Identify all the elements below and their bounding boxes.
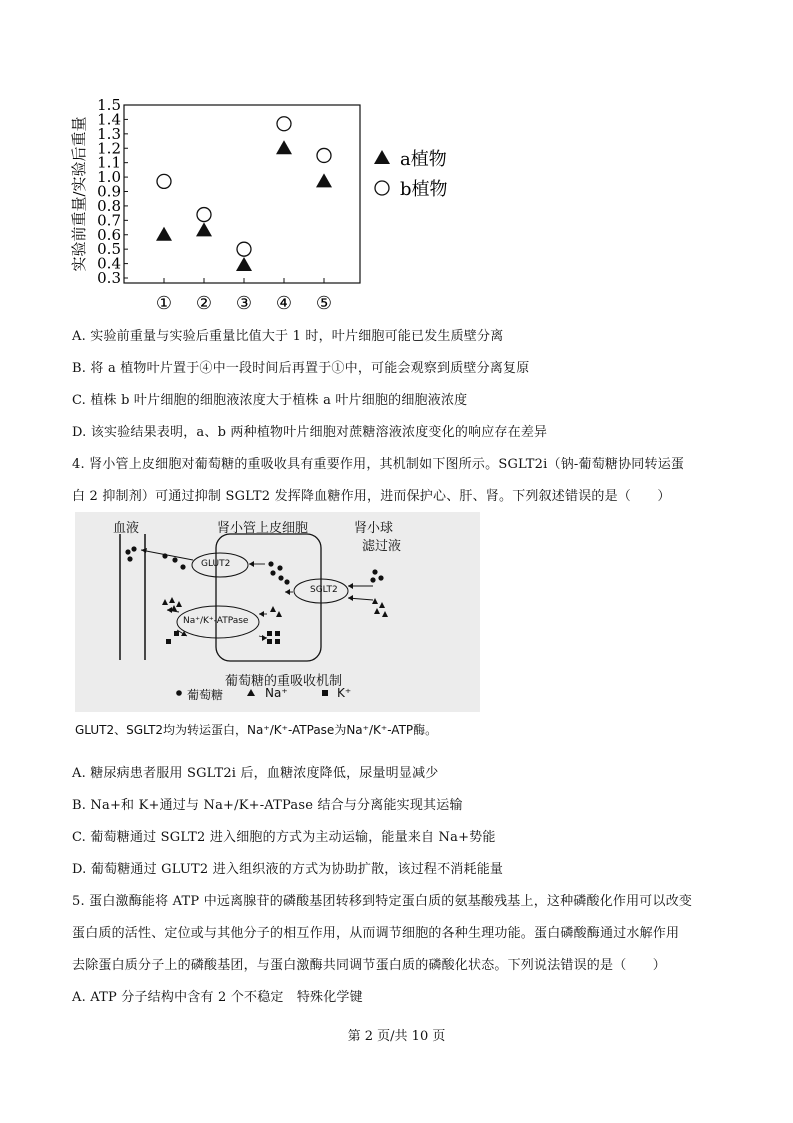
q3-option-c: C. 植株 b 叶片细胞的细胞液浓度大于植株 a 叶片细胞的细胞液浓度 xyxy=(72,393,468,408)
k-square xyxy=(275,631,280,636)
y-tick-label: 0.5 xyxy=(97,240,121,259)
data-point-a xyxy=(196,222,212,236)
legend-k-label: K⁺ xyxy=(337,686,352,700)
k-square xyxy=(267,639,272,644)
glucose-dot xyxy=(268,561,273,566)
legend-glucose-marker xyxy=(176,690,182,696)
data-point-a xyxy=(156,227,172,241)
data-point-b xyxy=(157,174,171,188)
data-point-b xyxy=(237,242,251,256)
label-cell: 肾小管上皮细胞 xyxy=(217,521,309,536)
glucose-dot xyxy=(125,549,130,554)
glucose-dot xyxy=(172,557,177,562)
q4-stem-line1: 4. 肾小管上皮细胞对葡萄糖的重吸收具有重要作用，其机制如下图所示。SGLT2i（钠-葡萄糖协同转运蛋 xyxy=(72,457,685,472)
label-glut2: GLUT2 xyxy=(201,559,231,569)
glucose-dot xyxy=(378,575,383,580)
page-footer: 第 2 页/共 10 页 xyxy=(347,1029,446,1044)
label-filtrate-2: 滤过液 xyxy=(362,539,402,554)
y-tick-label: 0.4 xyxy=(97,254,121,273)
q3-option-d: D. 该实验结果表明，a、b 两种植物叶片细胞对蔗糖溶液浓度变化的响应存在差异 xyxy=(72,425,548,440)
q3-option-a: A. 实验前重量与实验后重量比值大于 1 时，叶片细胞可能已发生质壁分离 xyxy=(72,329,504,344)
x-tick-label: ④ xyxy=(275,293,293,314)
glucose-dot xyxy=(162,553,167,558)
y-tick-label: 0.6 xyxy=(97,225,121,244)
y-tick-label: 1.3 xyxy=(97,124,121,143)
y-tick-label: 1.5 xyxy=(97,96,121,114)
legend-marker-b xyxy=(375,181,389,195)
glucose-dot xyxy=(278,575,283,580)
q5-stem-line2: 蛋白质的活性、定位或与其他分子的相互作用，从而调节细胞的各种生理功能。蛋白磷酸酶通过水解作用 xyxy=(72,926,680,941)
label-atpase: Na⁺/K⁺-ATPase xyxy=(183,616,249,626)
legend-label: a植物 xyxy=(400,149,447,170)
x-tick-label: ② xyxy=(195,293,213,314)
k-square xyxy=(267,631,272,636)
diagram-note: GLUT2、SGLT2均为转运蛋白，Na⁺/K⁺-ATPase为Na⁺/K⁺-ATP酶。 xyxy=(75,723,438,737)
k-square xyxy=(166,639,171,644)
reabsorption-diagram xyxy=(75,512,480,712)
legend-marker-a xyxy=(374,150,390,164)
y-tick-label: 1.0 xyxy=(97,168,121,187)
scatter-chart xyxy=(60,95,480,315)
legend-k-marker xyxy=(322,690,328,696)
q4-option-a: A. 糖尿病患者服用 SGLT2i 后，血糖浓度降低，尿量明显减少 xyxy=(72,766,439,781)
q4-option-b: B. Na+和 K+通过与 Na+/K+-ATPase 结合与分离能实现其运输 xyxy=(72,798,463,813)
label-filtrate-1: 肾小球 xyxy=(354,521,394,536)
y-tick-label: 1.1 xyxy=(97,153,121,172)
q5-option-a: A. ATP 分子结构中含有 2 个不稳定 特殊化学键 xyxy=(72,990,363,1005)
x-tick-label: ⑤ xyxy=(315,293,333,314)
y-axis-label: 实验前重量/实验后重量 xyxy=(70,116,88,272)
glucose-dot xyxy=(372,569,377,574)
data-point-b xyxy=(317,148,331,162)
y-tick-label: 0.8 xyxy=(97,196,121,215)
data-point-a xyxy=(316,173,332,187)
legend-na-label: Na⁺ xyxy=(265,686,288,700)
glucose-dot xyxy=(370,577,375,582)
glucose-dot xyxy=(180,564,185,569)
data-point-b xyxy=(277,117,291,131)
diagram-caption: 葡萄糖的重吸收机制 xyxy=(225,674,343,689)
data-point-a xyxy=(276,140,292,154)
y-tick-label: 0.7 xyxy=(97,211,121,230)
q4-option-d: D. 葡萄糖通过 GLUT2 进入组织液的方式为协助扩散，该过程不消耗能量 xyxy=(72,862,504,877)
label-sglt2: SGLT2 xyxy=(310,585,338,595)
label-blood: 血液 xyxy=(113,521,140,536)
q4-option-c: C. 葡萄糖通过 SGLT2 进入细胞的方式为主动运输，能量来自 Na+势能 xyxy=(72,830,496,845)
y-tick-label: 1.2 xyxy=(97,139,121,158)
q4-stem-line2: 白 2 抑制剂）可通过抑制 SGLT2 发挥降血糖作用，进而保护心、肝、肾。下列叙述错误的是（ ） xyxy=(72,489,671,504)
glucose-dot xyxy=(127,556,132,561)
y-tick-label: 1.4 xyxy=(97,110,121,129)
y-tick-label: 0.9 xyxy=(97,182,121,201)
data-point-a xyxy=(236,257,252,271)
q3-option-b: B. 将 a 植物叶片置于④中一段时间后再置于①中，可能会观察到质壁分离复原 xyxy=(72,361,530,376)
q5-stem-line1: 5. 蛋白激酶能将 ATP 中远离腺苷的磷酸基团转移到特定蛋白质的氨基酸残基上，这种磷酸化作用可以改变 xyxy=(72,894,693,909)
x-tick-label: ③ xyxy=(235,293,253,314)
q5-stem-line3: 去除蛋白质分子上的磷酸基团，与蛋白激酶共同调节蛋白质的磷酸化状态。下列说法错误的是（ ） xyxy=(72,958,667,973)
glucose-dot xyxy=(131,546,136,551)
legend-glucose-label: 葡萄糖 xyxy=(187,688,224,702)
x-tick-label: ① xyxy=(155,293,173,314)
glucose-dot xyxy=(277,565,282,570)
glucose-dot xyxy=(284,579,289,584)
legend-label: b植物 xyxy=(400,179,448,200)
k-square xyxy=(174,631,179,636)
k-square xyxy=(275,639,280,644)
glucose-dot xyxy=(270,570,275,575)
y-tick-label: 0.3 xyxy=(97,269,121,287)
data-point-b xyxy=(197,208,211,222)
